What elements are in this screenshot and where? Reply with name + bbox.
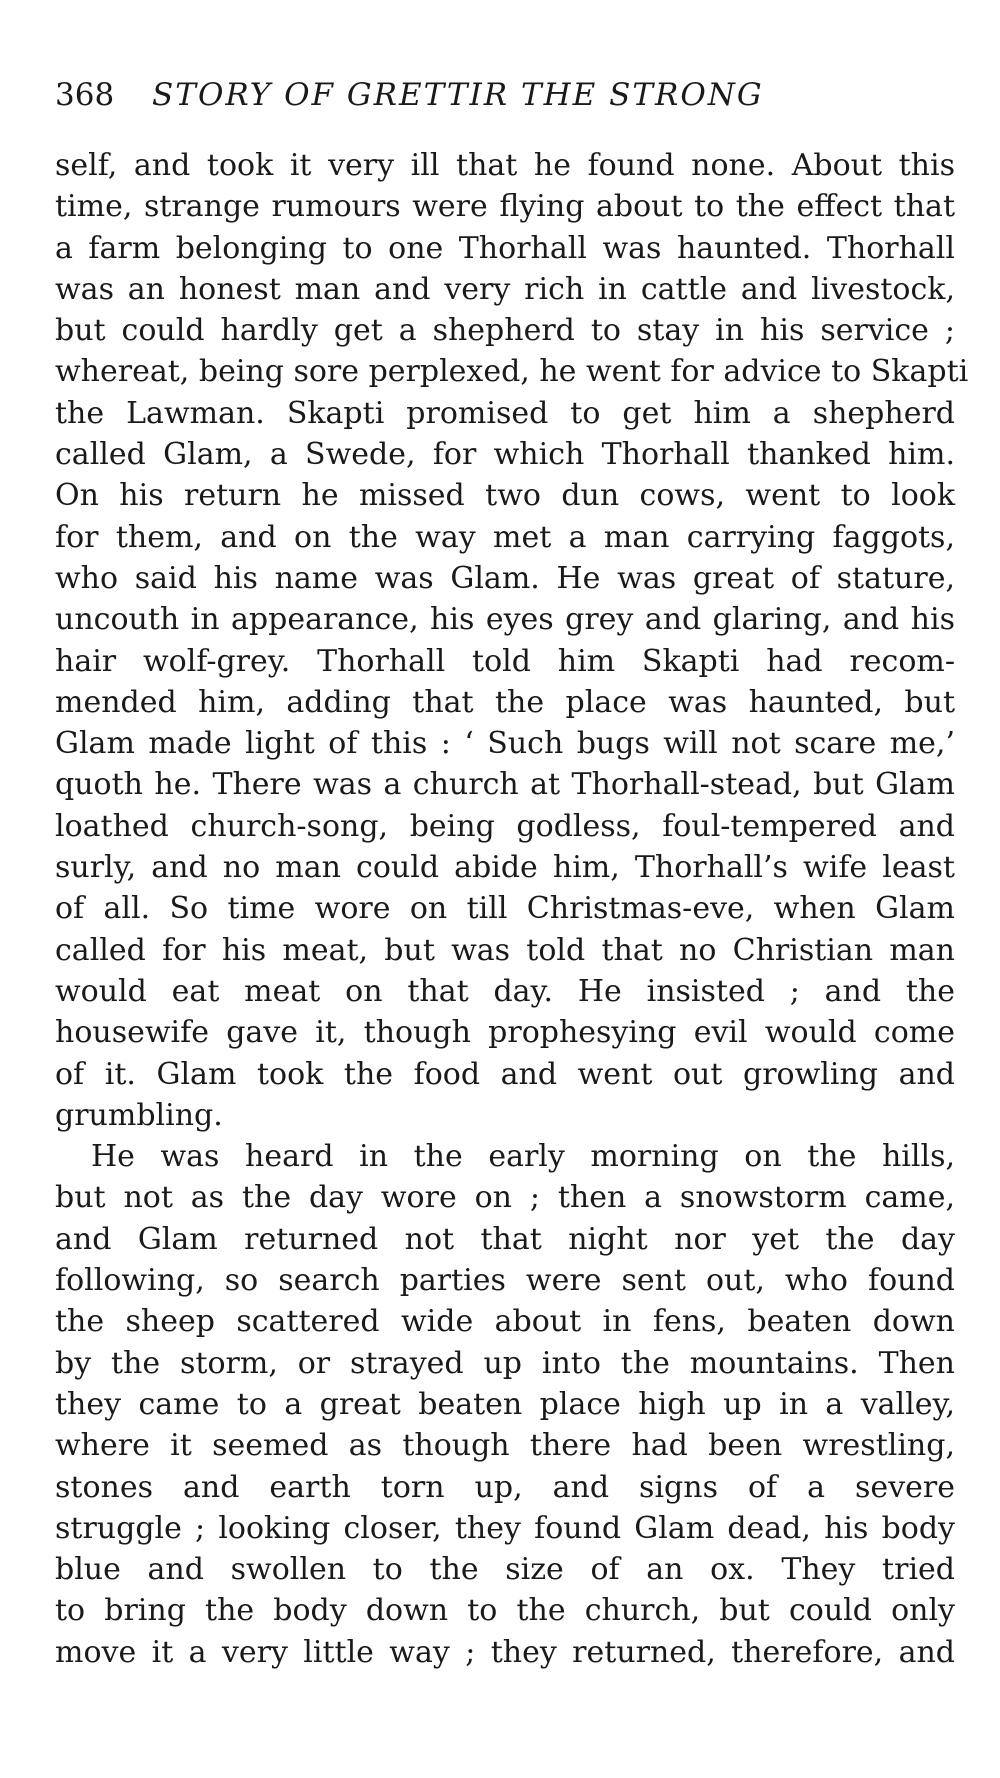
text-line: called for his meat, but was told that no Christian man <box>55 932 955 968</box>
text-line: stones and earth torn up, and signs of a severe <box>55 1469 955 1505</box>
text-line: who said his name was Glam. He was great of stature, <box>55 560 955 596</box>
text-line: of it. Glam took the food and went out growling and <box>55 1056 955 1092</box>
body-text <box>55 145 969 1673</box>
text-line: move it a very little way ; they returned, therefore, and <box>55 1634 955 1670</box>
text-line: but could hardly get a shepherd to stay in his service ; <box>55 313 955 349</box>
text-line: housewife gave it, though prophesying evil would come <box>55 1015 955 1051</box>
text-line: hair wolf-grey. Thorhall told him Skapti had recom- <box>55 643 955 679</box>
text-line: they came to a great beaten place high up in a valley, <box>55 1386 955 1422</box>
text-line: surly, and no man could abide him, Thorhall’s wife least <box>55 850 955 886</box>
text-line: uncouth in appearance, his eyes grey and glaring, and his <box>55 602 955 638</box>
paragraph <box>55 1136 955 1673</box>
text-line: called Glam, a Swede, for which Thorhall thanked him. <box>55 437 955 473</box>
text-line: He was heard in the early morning on the hills, <box>91 1139 955 1175</box>
text-line: whereat, being sore perplexed, he went for advice to Skapti <box>55 354 969 390</box>
text-line: was an honest man and very rich in cattle and livestock, <box>55 271 955 307</box>
text-line: On his return he missed two dun cows, went to look <box>55 478 955 514</box>
text-line: of all. So time wore on till Christmas-eve, when Glam <box>55 891 955 927</box>
text-line: where it seemed as though there had been wrestling, <box>55 1428 955 1464</box>
text-line: mended him, adding that the place was haunted, but <box>55 684 955 720</box>
running-title: STORY OF GRETTIR THE STRONG <box>152 77 764 113</box>
text-line: time, strange rumours were flying about to the effect that <box>55 189 955 225</box>
text-line: loathed church-song, being godless, foul-tempered and <box>55 808 955 844</box>
running-head <box>55 70 955 120</box>
text-line: to bring the body down to the church, but could only <box>55 1593 955 1629</box>
text-line: would eat meat on that day. He insisted ; and the <box>55 973 955 1009</box>
page-number: 368 <box>55 77 115 113</box>
text-line: by the storm, or strayed up into the mountains. Then <box>55 1345 955 1381</box>
text-line: Glam made light of this : ‘ Such bugs will not scare me,’ <box>55 726 955 762</box>
text-line: a farm belonging to one Thorhall was haunted. Thorhall <box>55 230 955 266</box>
text-line: but not as the day wore on ; then a snowstorm came, <box>55 1180 955 1216</box>
paragraph <box>55 145 969 1136</box>
text-line: blue and swollen to the size of an ox. They tried <box>55 1552 955 1588</box>
text-line: struggle ; looking closer, they found Glam dead, his body <box>55 1510 955 1546</box>
text-line: the sheep scattered wide about in fens, beaten down <box>55 1304 955 1340</box>
text-line: following, so search parties were sent out, who found <box>55 1263 955 1299</box>
text-line: quoth he. There was a church at Thorhall-stead, but Glam <box>55 767 955 803</box>
text-line: the Lawman. Skapti promised to get him a shepherd <box>55 395 955 431</box>
text-line: for them, and on the way met a man carrying faggots, <box>55 519 955 555</box>
text-line: self, and took it very ill that he found none. About this <box>55 148 955 183</box>
text-line: grumbling. <box>55 1097 223 1133</box>
text-line: and Glam returned not that night nor yet the day <box>55 1221 955 1257</box>
